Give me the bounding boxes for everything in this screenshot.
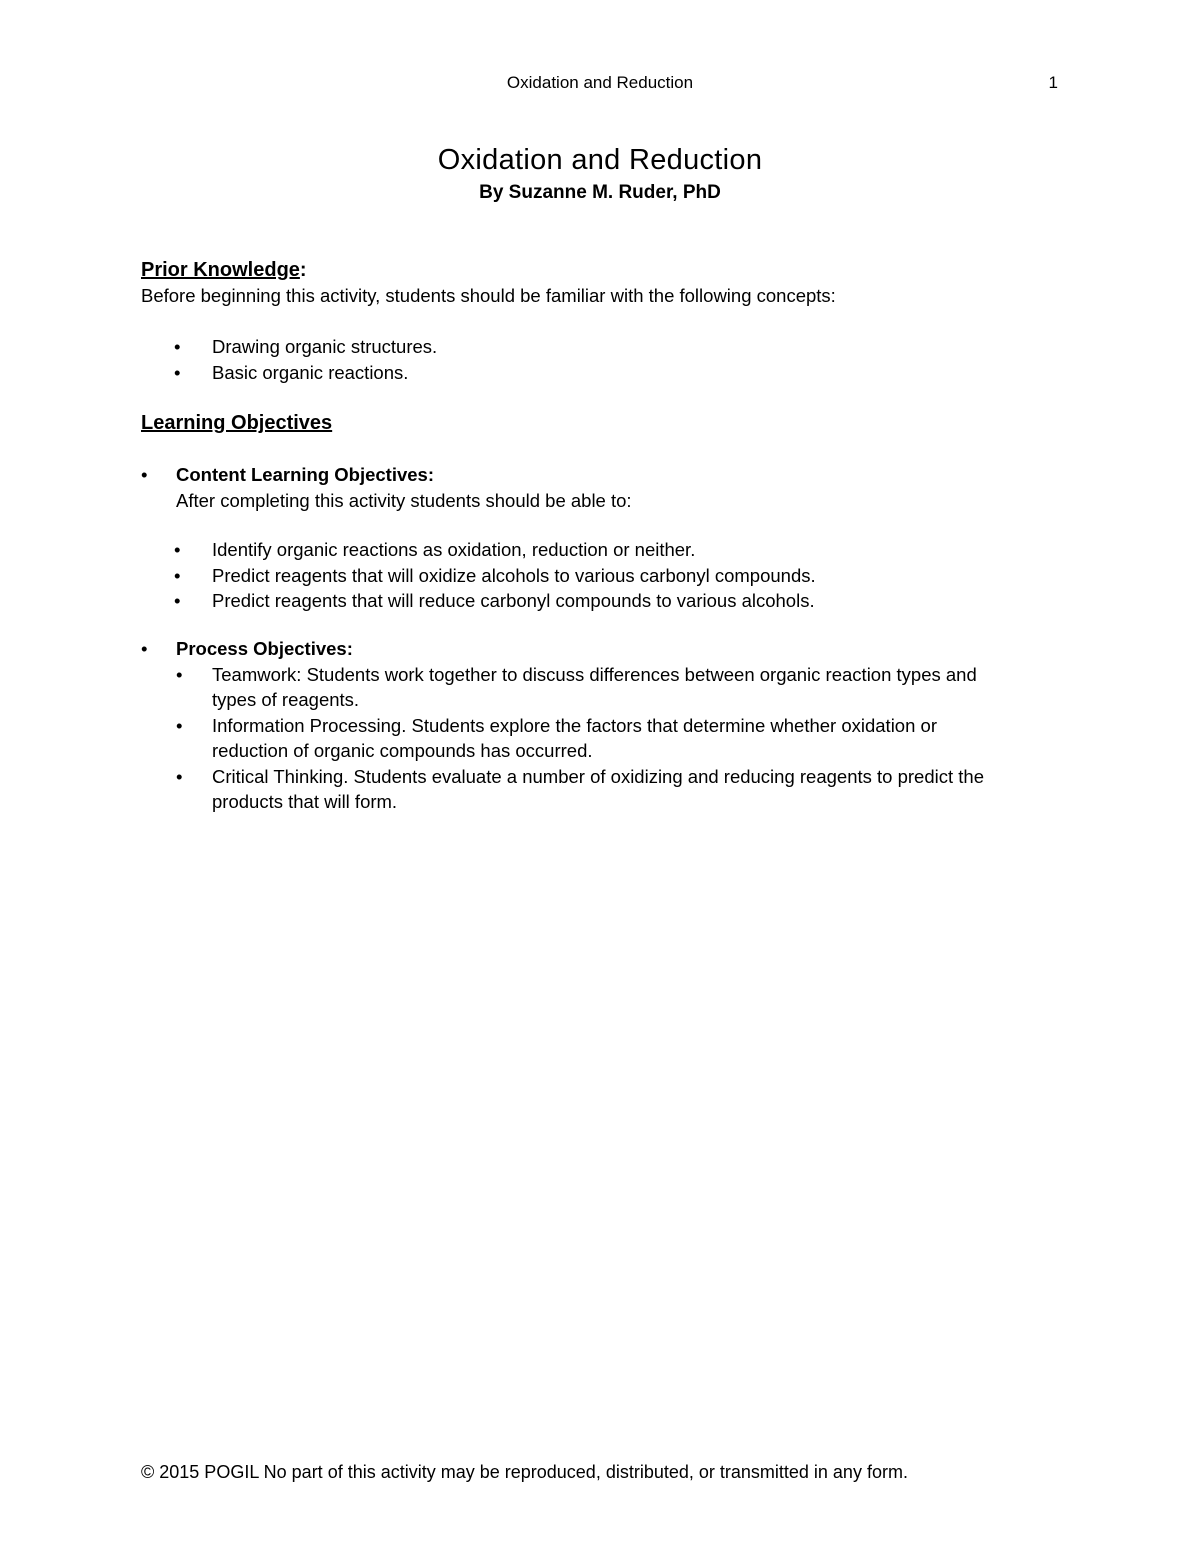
content-objectives-list — [141, 537, 1061, 614]
learning-objectives-heading — [141, 410, 1061, 436]
content-objective: • Predict reagents that will reduce carbonyl compounds to various alcohols. — [141, 588, 1061, 614]
running-header-title: Oxidation and Reduction — [506, 73, 694, 92]
prior-knowledge-intro: Before beginning this activity, students should be familiar with the following concepts: — [141, 285, 836, 306]
prior-knowledge-list — [141, 334, 1061, 385]
learning-objectives-heading-block — [141, 410, 1061, 436]
process-objectives-label: • Process Objectives: — [176, 638, 353, 659]
content-objectives-item — [141, 462, 1061, 513]
content-objectives-intro: After completing this activity students should be able to: — [176, 489, 632, 511]
process-objective: • Critical Thinking. Students evaluate a number of oxidizing and reducing reagents to predict the products that will form. — [176, 764, 1016, 815]
document-author: By Suzanne M. Ruder, PhD — [479, 182, 721, 203]
learning-objectives-heading-text: Learning Objectives — [141, 412, 333, 434]
process-objectives-item — [141, 636, 1061, 815]
content-objective: • Predict reagents that will oxidize alcohols to various carbonyl compounds. — [141, 563, 1061, 589]
prior-knowledge-item: • Basic organic reactions. — [141, 360, 1061, 386]
prior-knowledge-item: • Drawing organic structures. — [141, 334, 1061, 360]
document-title: Oxidation and Reduction — [437, 144, 763, 176]
process-objective: • Information Processing. Students explore the factors that determine whether oxidation or reduction of organic compounds has occurred. — [176, 713, 1016, 764]
prior-knowledge-section — [141, 257, 1061, 309]
process-objectives-block — [141, 636, 1061, 815]
page-number: 1 — [1048, 73, 1058, 92]
prior-knowledge-heading — [141, 257, 1061, 283]
content-objectives-block — [141, 462, 1061, 513]
content-objectives-label: • Content Learning Objectives: — [176, 464, 435, 485]
prior-knowledge-heading-text: Prior Knowledge — [141, 259, 300, 281]
running-header — [0, 72, 1200, 96]
prior-knowledge-heading-colon: : — [299, 259, 307, 281]
copyright-footer: © 2015 POGIL No part of this activity may be reproduced, distributed, or transmitted in any form. — [141, 1462, 908, 1482]
process-objective: • Teamwork: Students work together to discuss differences between organic reaction types and types of reagents. — [176, 662, 1016, 713]
content-objective: • Identify organic reactions as oxidation, reduction or neither. — [141, 537, 1061, 563]
